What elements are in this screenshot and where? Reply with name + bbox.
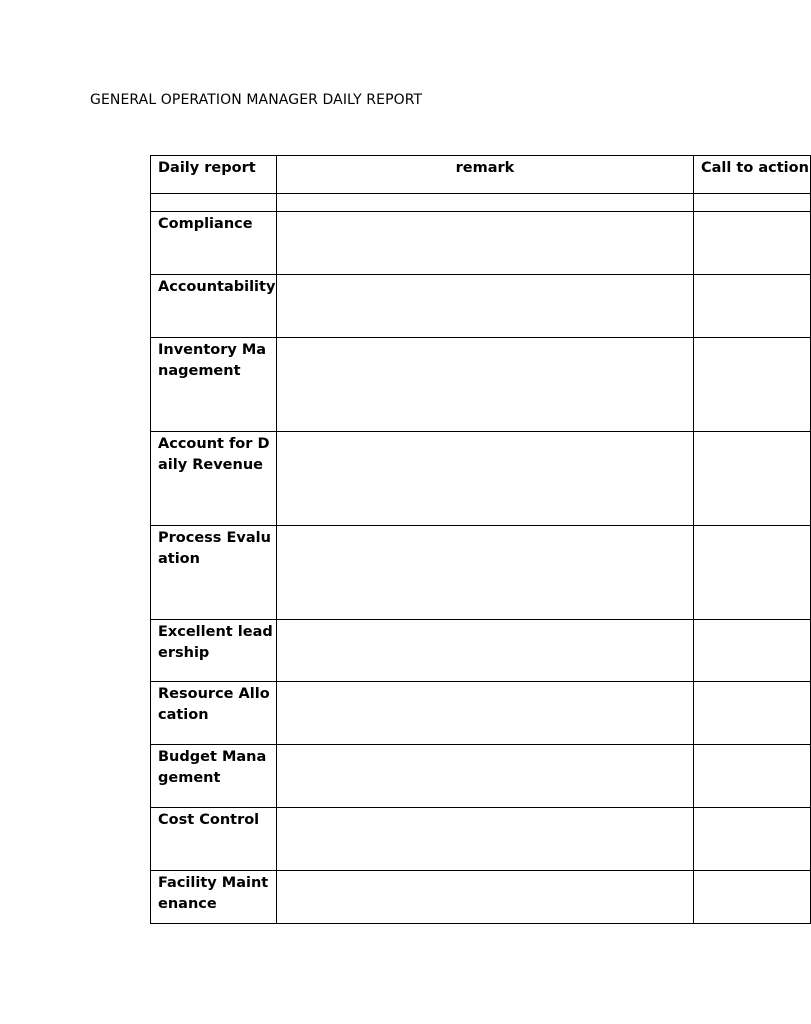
row-remark — [277, 745, 694, 808]
row-remark — [277, 620, 694, 682]
row-remark — [277, 808, 694, 871]
table-row-accountability — [151, 275, 811, 338]
row-label: Resource Allocation — [151, 682, 277, 745]
table-header-row — [151, 156, 811, 194]
table-row-inventory-management — [151, 338, 811, 432]
header-daily-report: Daily report — [151, 156, 277, 194]
table-row-empty — [151, 194, 811, 212]
row-action — [694, 808, 811, 871]
row-label: Excellent leadership — [151, 620, 277, 682]
table-row-compliance — [151, 212, 811, 275]
table-row-process-evaluation — [151, 526, 811, 620]
row-label: Cost Control — [151, 808, 277, 871]
row-remark — [277, 526, 694, 620]
table-row-daily-revenue — [151, 432, 811, 526]
row-label: Process Evaluation — [151, 526, 277, 620]
row-action — [694, 194, 811, 212]
document-title: GENERAL OPERATION MANAGER DAILY REPORT — [90, 92, 423, 108]
row-action — [694, 745, 811, 808]
row-action — [694, 526, 811, 620]
row-action — [694, 682, 811, 745]
row-remark — [277, 338, 694, 432]
row-action — [694, 620, 811, 682]
table-row-budget-management — [151, 745, 811, 808]
row-label: Accountability — [151, 275, 277, 338]
header-call-to-action: Call to action — [694, 156, 811, 194]
row-remark — [277, 871, 694, 924]
row-label: Compliance — [151, 212, 277, 275]
table-row-excellent-leadership — [151, 620, 811, 682]
row-label: Account for Daily Revenue — [151, 432, 277, 526]
row-remark — [277, 682, 694, 745]
table-row-cost-control — [151, 808, 811, 871]
row-action — [694, 275, 811, 338]
table-row-resource-allocation — [151, 682, 811, 745]
row-label: Budget Management — [151, 745, 277, 808]
daily-report-table — [150, 155, 811, 924]
row-remark — [277, 432, 694, 526]
row-action — [694, 871, 811, 924]
row-action — [694, 338, 811, 432]
row-remark — [277, 194, 694, 212]
row-label: Facility Maintenance — [151, 871, 277, 924]
row-action — [694, 432, 811, 526]
row-action — [694, 212, 811, 275]
row-label — [151, 194, 277, 212]
table-row-facility-maintenance — [151, 871, 811, 924]
row-remark — [277, 212, 694, 275]
header-remark: remark — [277, 156, 694, 194]
row-label: Inventory Management — [151, 338, 277, 432]
row-remark — [277, 275, 694, 338]
